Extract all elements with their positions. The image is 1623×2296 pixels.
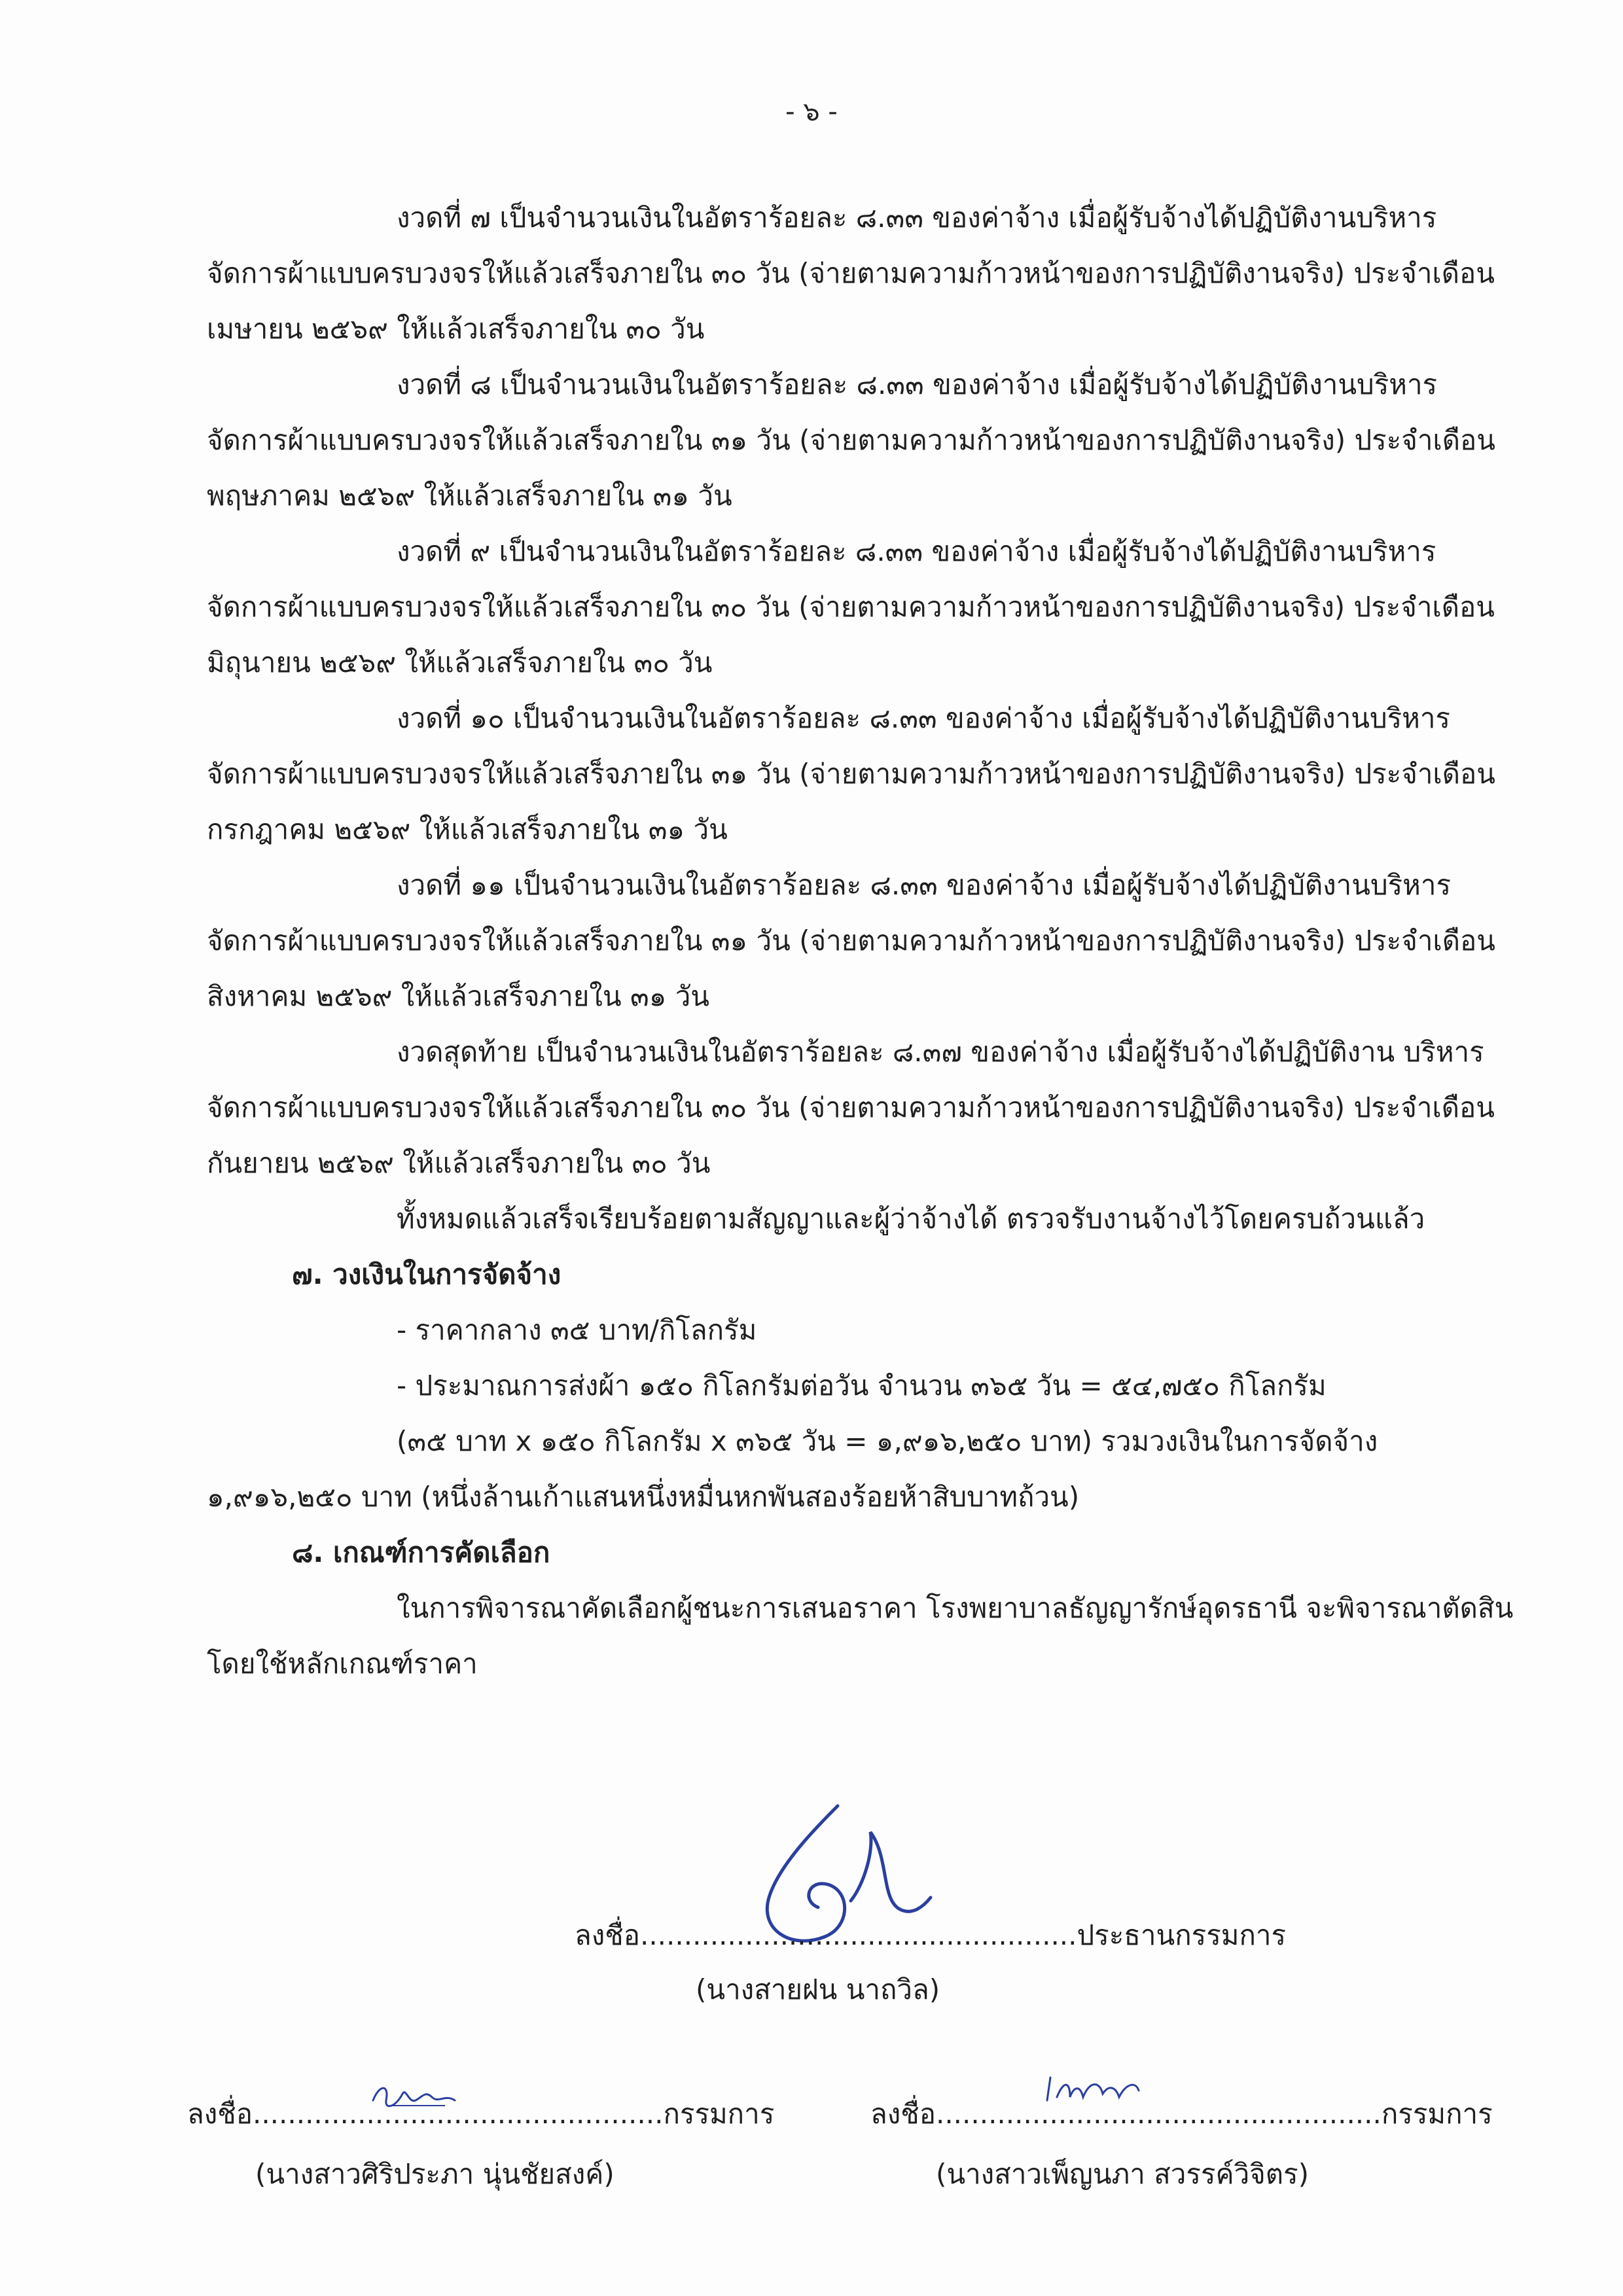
installment-line: เมษายน ๒๕๖๙ ให้แล้วเสร็จภายใน ๓๐ วัน: [207, 313, 705, 345]
member1-name: (นางสาวศิริประภา นุ่นชัยสงค์): [255, 2158, 615, 2190]
installment-line: งวดที่ ๗ เป็นจำนวนเงินในอัตราร้อยละ ๘.๓๓ ของค่าจ้าง เมื่อผู้รับจ้างได้ปฏิบัติงานบริหาร: [397, 202, 1437, 234]
installment-line: งวดที่ ๘ เป็นจำนวนเงินในอัตราร้อยละ ๘.๓๓ ของค่าจ้าง เมื่อผู้รับจ้างได้ปฏิบัติงานบริหาร: [397, 368, 1438, 400]
installment-paragraph: [207, 1024, 1495, 1191]
document-body: [207, 190, 1514, 1691]
member2-signature-mark: [1041, 2068, 1145, 2113]
installment-line: จัดการผ้าแบบครบวงจรให้แล้วเสร็จภายใน ๓๐ วัน (จ่ายตามความก้าวหน้าของการปฏิบัติงานจริง) ประจำเดือน: [207, 591, 1495, 623]
budget-total-text: ๑,๙๑๖,๒๕๐ บาท (หนึ่งล้านเก้าแสนหนึ่งหมื่นหกพันสองร้อยห้าสิบบาทถ้วน): [207, 1481, 1080, 1513]
section-heading-budget: ๗. วงเงินในการจัดจ้าง: [292, 1258, 562, 1290]
installment-paragraph: [207, 357, 1495, 523]
member2-name: (นางสาวเพ็ญนภา สวรรค์วิจิตร): [936, 2158, 1309, 2190]
installment-line: กรกฎาคม ๒๕๖๙ ให้แล้วเสร็จภายใน ๓๑ วัน: [207, 813, 728, 845]
installment-paragraph: [207, 857, 1495, 1024]
installment-paragraph: [207, 690, 1495, 857]
criteria-text: โดยใช้หลักเกณฑ์ราคา: [207, 1648, 478, 1680]
installment-line: จัดการผ้าแบบครบวงจรให้แล้วเสร็จภายใน ๓๐ วัน (จ่ายตามความก้าวหน้าของการปฏิบัติงานจริง) ประจำเดือน: [207, 1091, 1495, 1123]
member2-sign-line: ลงชื่อ...................................................กรรมการ: [870, 2098, 1493, 2130]
installment-line: จัดการผ้าแบบครบวงจรให้แล้วเสร็จภายใน ๓๑ วัน (จ่ายตามความก้าวหน้าของการปฏิบัติงานจริง) ประจำเดือน: [207, 424, 1495, 456]
installment-line: จัดการผ้าแบบครบวงจรให้แล้วเสร็จภายใน ๓๐ วัน (จ่ายตามความก้าวหน้าของการปฏิบัติงานจริง) ประจำเดือน: [207, 257, 1495, 289]
member1-sign-line: ลงชื่อ...............................................กรรมการ: [187, 2098, 775, 2130]
installment-line: งวดที่ ๑๑ เป็นจำนวนเงินในอัตราร้อยละ ๘.๓๓ ของค่าจ้าง เมื่อผู้รับจ้างได้ปฏิบัติงานบริหาร: [397, 869, 1452, 901]
budget-bullet: - ประมาณการส่งผ้า ๑๕๐ กิโลกรัมต่อวัน จำนวน ๓๖๕ วัน = ๕๔,๗๕๐ กิโลกรัม: [397, 1369, 1327, 1402]
installment-line: พฤษภาคม ๒๕๖๙ ให้แล้วเสร็จภายใน ๓๑ วัน: [207, 480, 732, 512]
installment-line: สิงหาคม ๒๕๖๙ ให้แล้วเสร็จภายใน ๓๑ วัน: [207, 980, 709, 1012]
budget-calculation: (๓๕ บาท x ๑๕๐ กิโลกรัม x ๓๖๕ วัน = ๑,๙๑๖,๒๕๐ บาท) รวมวงเงินในการจัดจ้าง: [397, 1425, 1378, 1457]
installment-paragraph: [207, 523, 1495, 690]
chair-signature-mark: [740, 1786, 936, 1963]
installment-line: งวดสุดท้าย เป็นจำนวนเงินในอัตราร้อยละ ๘.๓๗ ของค่าจ้าง เมื่อผู้รับจ้างได้ปฏิบัติงาน บริหาร: [397, 1036, 1484, 1068]
completion-statement: ทั้งหมดแล้วเสร็จเรียบร้อยตามสัญญาและผู้ว่าจ้างได้ ตรวจรับงานจ้างไว้โดยครบถ้วนแล้ว: [397, 1203, 1425, 1235]
chair-sign-line: ลงชื่อ..................................................ประธานกรรมการ: [575, 1919, 1287, 1951]
installment-paragraph: [207, 190, 1495, 357]
installment-line: มิถุนายน ๒๕๖๙ ให้แล้วเสร็จภายใน ๓๐ วัน: [207, 646, 713, 679]
criteria-text: ในการพิจารณาคัดเลือกผู้ชนะการเสนอราคา โรงพยาบาลธัญญารักษ์อุดรธานี จะพิจารณาตัดสิน: [397, 1592, 1514, 1624]
section-heading-criteria: ๘. เกณฑ์การคัดเลือก: [292, 1536, 550, 1568]
installment-line: งวดที่ ๑๐ เป็นจำนวนเงินในอัตราร้อยละ ๘.๓๓ ของค่าจ้าง เมื่อผู้รับจ้างได้ปฏิบัติงานบริหาร: [397, 702, 1450, 734]
chair-name: (นางสายฝน นาถวิล): [696, 1973, 940, 2005]
budget-bullet: - ราคากลาง ๓๕ บาท/กิโลกรัม: [397, 1314, 757, 1346]
installment-line: จัดการผ้าแบบครบวงจรให้แล้วเสร็จภายใน ๓๑ วัน (จ่ายตามความก้าวหน้าของการปฏิบัติงานจริง) ประจำเดือน: [207, 758, 1495, 790]
installment-line: กันยายน ๒๕๖๙ ให้แล้วเสร็จภายใน ๓๐ วัน: [207, 1147, 711, 1179]
member1-signature-mark: [366, 2074, 458, 2120]
installment-line: จัดการผ้าแบบครบวงจรให้แล้วเสร็จภายใน ๓๑ วัน (จ่ายตามความก้าวหน้าของการปฏิบัติงานจริง) ประจำเดือน: [207, 925, 1495, 957]
page-number: - ๖ -: [785, 97, 838, 127]
installment-line: งวดที่ ๙ เป็นจำนวนเงินในอัตราร้อยละ ๘.๓๓ ของค่าจ้าง เมื่อผู้รับจ้างได้ปฏิบัติงานบริหาร: [397, 535, 1436, 567]
